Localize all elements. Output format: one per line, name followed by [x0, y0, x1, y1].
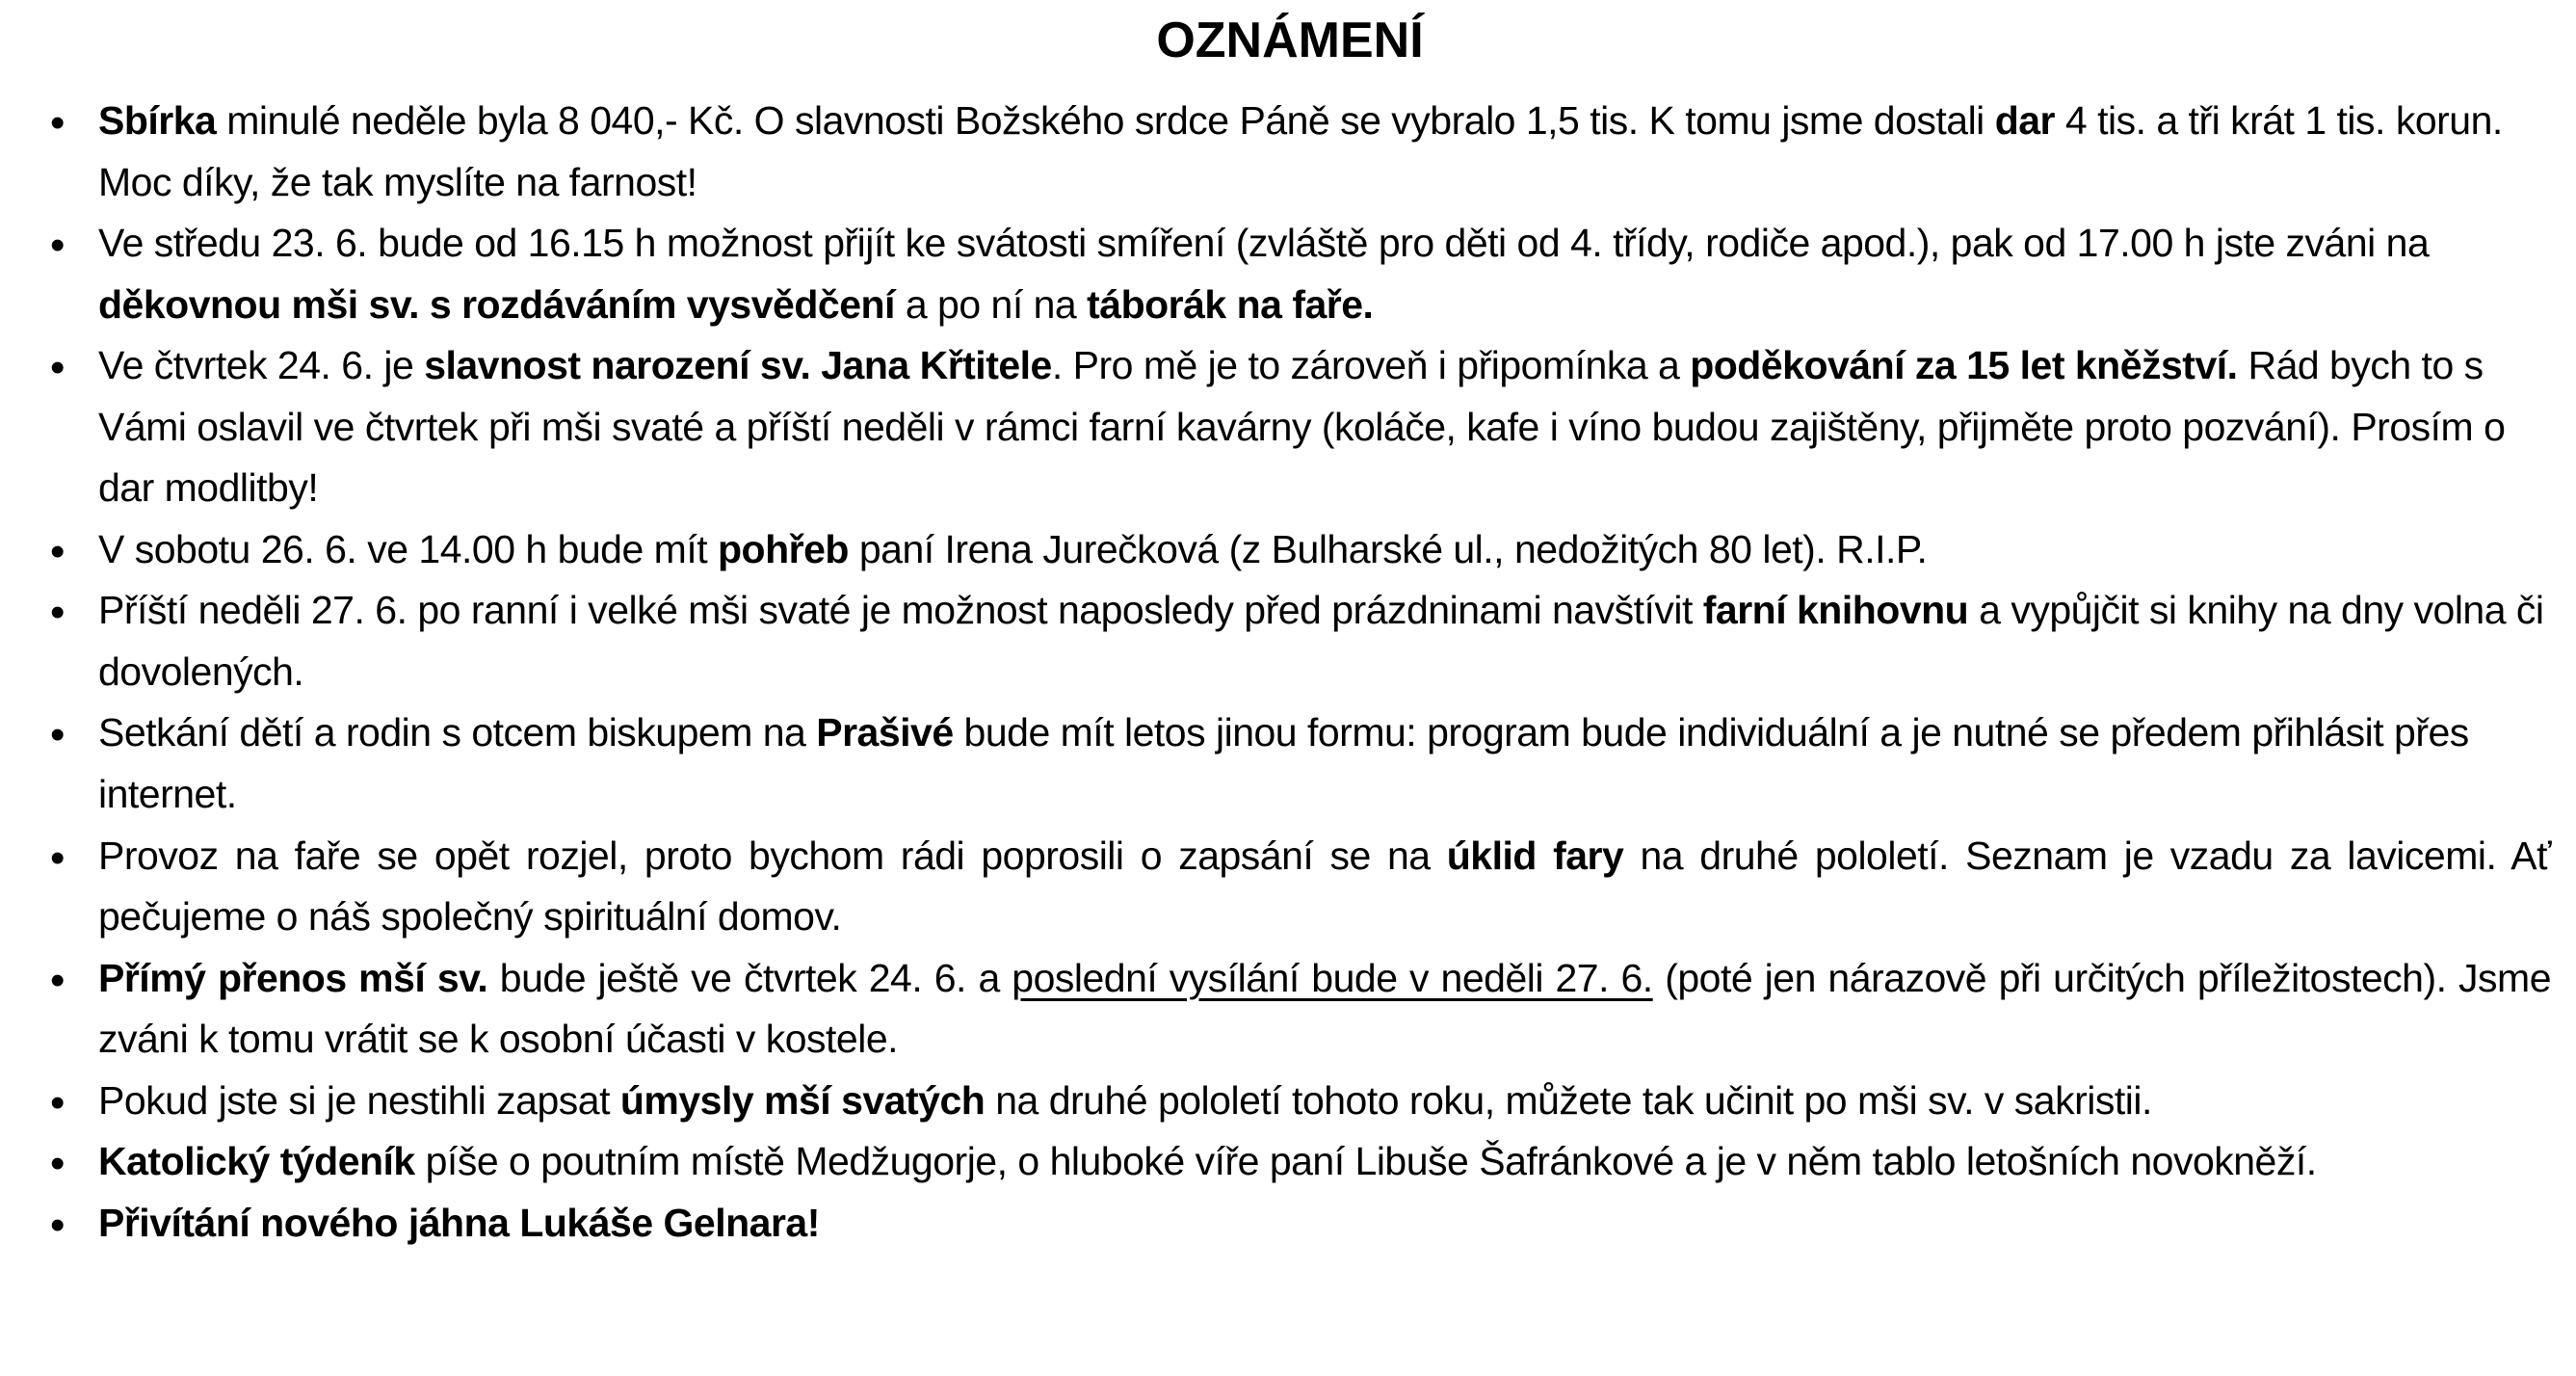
announcement-text-segment: Provoz na faře se opět rozjel, proto bychom rádi poprosili o zapsání se na — [98, 833, 1447, 878]
announcement-text-segment: dar — [1994, 98, 2055, 143]
announcement-text-segment: Přivítání nového jáhna Lukáše Gelnara! — [98, 1200, 820, 1245]
announcement-item — [29, 1193, 2551, 1255]
announcement-text-segment: Ve čtvrtek 24. 6. je — [98, 343, 425, 388]
announcement-text-segment: paní Irena Jurečková (z Bulharské ul., nedožitých 80 let). R.I.P. — [848, 526, 1928, 571]
announcement-list — [29, 91, 2551, 1254]
announcement-text-segment: Příští neděli 27. 6. po ranní i velké mši svaté je možnost naposledy před prázdninami navštívit — [98, 588, 1703, 633]
announcement-text-segment: pohřeb — [718, 526, 849, 571]
announcement-text-segment: V sobotu 26. 6. ve 14.00 h bude mít — [98, 526, 719, 571]
announcement-text-segment: na druhé pololetí. Seznam je vzadu za lavicemi. Ať pečujeme o náš společný spirituální domov. — [98, 833, 2551, 939]
announcement-text-segment: . Pro mě je to zároveň i připomínka a — [1051, 343, 1691, 388]
announcement-text-segment: úklid fary — [1446, 833, 1624, 878]
announcement-item — [29, 1131, 2551, 1193]
announcement-text-segment: na druhé pololetí tohoto roku, můžete tak učinit po mši sv. v sakristii. — [985, 1077, 2152, 1123]
announcement-text-segment: poslední vysílání bude v neděli 27. 6. — [1012, 955, 1653, 1000]
announcement-text-segment: a po ní na — [894, 281, 1088, 327]
announcement-item — [29, 91, 2551, 213]
announcement-item — [29, 580, 2551, 702]
announcement-text-segment: a vypůjčit si knihy na dny volna či dovolených. — [98, 588, 2544, 694]
announcement-text-segment: bude mít letos jinou formu: program bude individuální a je nutné se předem přihlásit přes internet. — [98, 710, 2469, 817]
announcement-text-segment: táborák na faře. — [1087, 281, 1374, 327]
announcement-text-segment: Ve středu 23. 6. bude od 16.15 h možnost přijít ke svátosti smíření (zvláště pro děti od 4. třídy, rodiče apod.), pak od 17.00 h jste zváni na — [98, 221, 2430, 266]
announcement-text-segment: slavnost narození sv. Jana Křtitele — [424, 343, 1052, 388]
announcement-text-segment: minulé neděle byla 8 040,- Kč. O slavnosti Božského srdce Páně se vybralo 1,5 tis. K tomu jsme dostali — [216, 98, 1995, 143]
announcement-text-segment: poděkování za 15 let kněžství. — [1690, 343, 2238, 388]
announcement-text-segment: Katolický týdeník — [98, 1139, 415, 1184]
announcement-text-segment: farní knihovnu — [1702, 588, 1969, 633]
announcement-text-segment: Pokud jste si je nestihli zapsat — [98, 1077, 620, 1123]
page-title: OZNÁMENÍ — [1156, 13, 1424, 68]
announcement-text-segment: Sbírka — [98, 98, 217, 143]
announcement-item — [29, 948, 2551, 1071]
announcement-text-segment: Prašivé — [816, 710, 954, 755]
announcement-text-segment: úmysly mší svatých — [619, 1077, 986, 1123]
announcement-text-segment: bude ještě ve čtvrtek 24. 6. a — [487, 955, 1012, 1000]
announcement-item — [29, 519, 2551, 581]
announcement-text-segment: děkovnou mši sv. s rozdáváním vysvědčení — [98, 281, 895, 327]
announcement-item — [29, 702, 2551, 825]
announcement-text-segment: píše o poutním místě Medžugorje, o hluboké víře paní Libuše Šafránkové a je v něm tablo letošních novokněží. — [414, 1139, 2317, 1184]
announcement-item — [29, 213, 2551, 335]
announcement-text-segment: Rád bych to s Vámi oslavil ve čtvrtek při mši svaté a příští neděli v rámci farní kavárny (koláče, kafe i víno budou zajištěny, přijměte proto pozvání). Prosím o dar modlitby! — [98, 343, 2506, 511]
announcement-text-segment: Setkání dětí a rodin s otcem biskupem na — [98, 710, 817, 755]
announcement-item — [29, 826, 2551, 948]
announcement-item — [29, 335, 2551, 519]
announcement-text-segment: (poté jen nárazově při určitých příležitostech). Jsme zváni k tomu vrátit se k osobní účasti v kostele. — [98, 955, 2551, 1062]
announcement-text-segment: Přímý přenos mší sv. — [98, 955, 488, 1000]
announcement-text-segment: 4 tis. a tři krát 1 tis. korun. Moc díky, že tak myslíte na farnost! — [98, 98, 2503, 204]
announcement-item — [29, 1071, 2551, 1132]
